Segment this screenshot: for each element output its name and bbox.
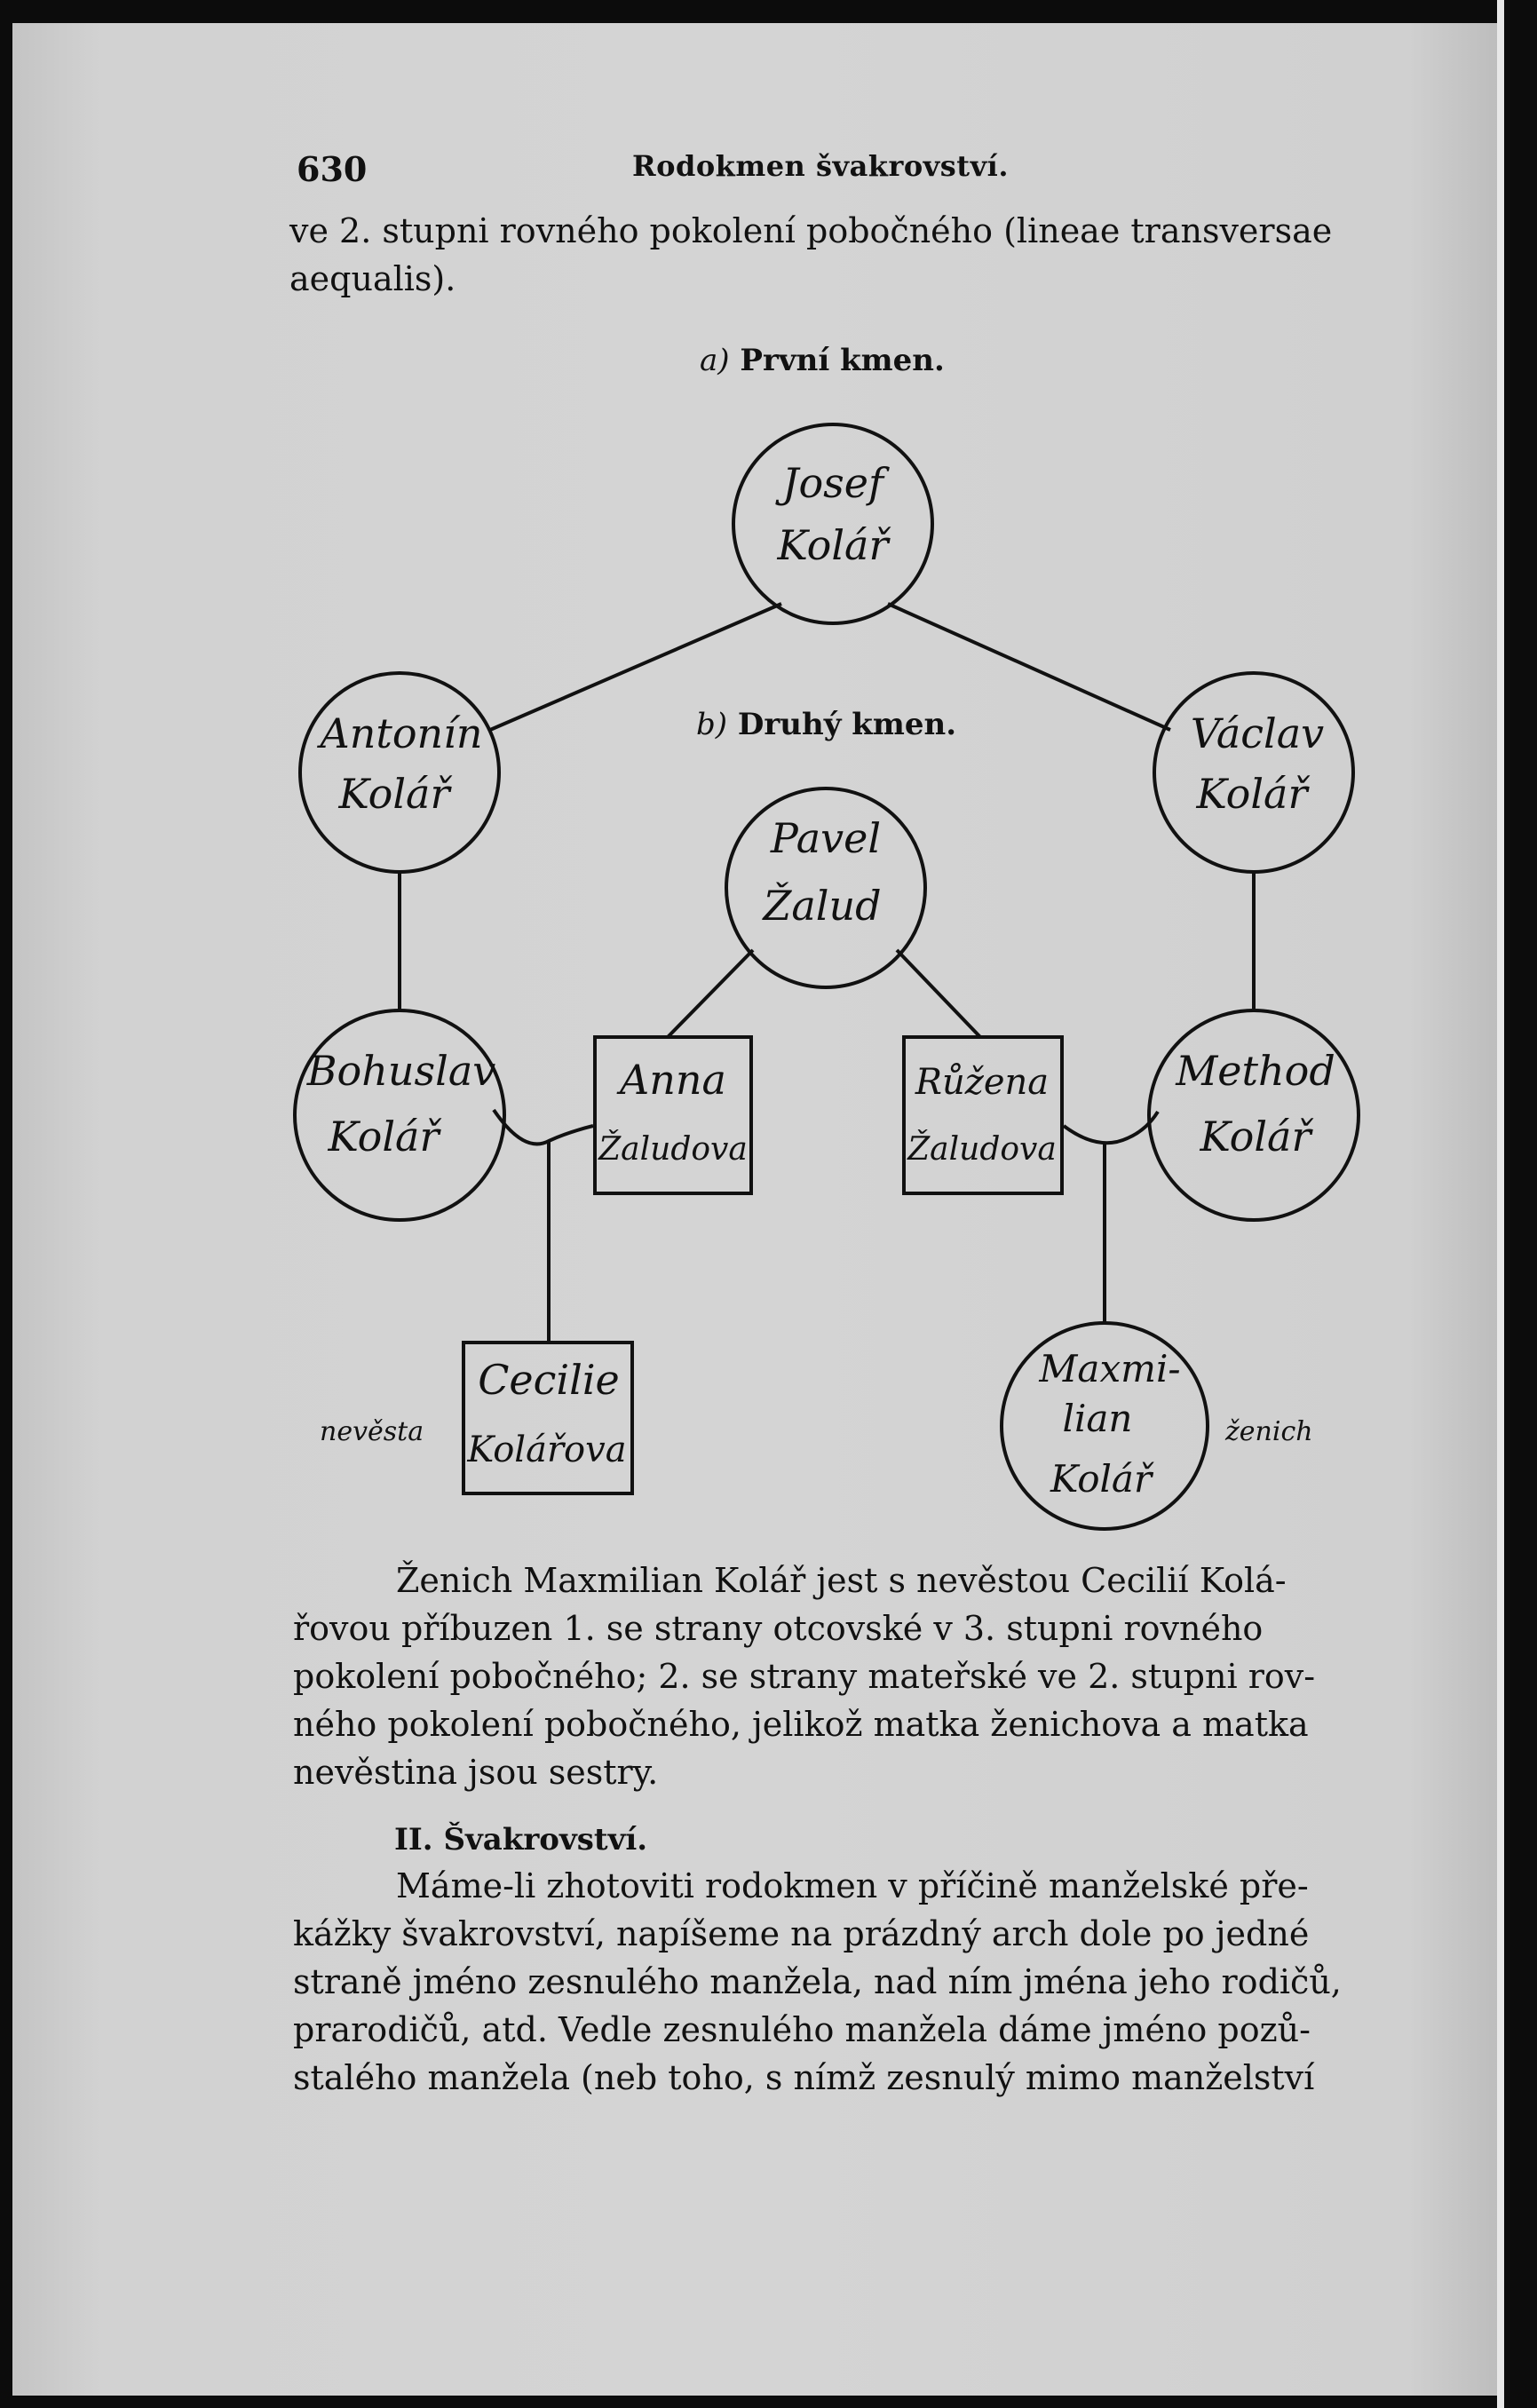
paragraph-line: stalého manžela (neb toho, s nímž zesnulý mimo manželství (293, 2058, 1315, 2097)
paragraph-line: Máme-li zhotoviti rodokmen v příčině manželské pře- (396, 1866, 1309, 1905)
node-label: Kolářova (467, 1430, 627, 1470)
node-label: Růžena (915, 1062, 1050, 1103)
paragraph-line: ného pokolení pobočného, jelikož matka ženichova a matka (293, 1705, 1309, 1744)
paragraph-line: straně jméno zesnulého manžela, nad ním jména jeho rodičů, (293, 1962, 1342, 2001)
node-label: Václav (1190, 709, 1325, 757)
paragraph-line: kážky švakrovství, napíšeme na prázdný arch dole po jedné (293, 1914, 1310, 1953)
caption-second-stem: b) Druhý kmen. (696, 707, 957, 742)
node-label: Kolář (1200, 1113, 1311, 1160)
node-label: Žaludova (907, 1131, 1057, 1168)
node-label: Pavel (770, 814, 882, 862)
edge-pavel-ruzena (897, 950, 980, 1037)
paragraph-line: řovou příbuzen 1. se strany otcovské v 3. stupni rovného (293, 1609, 1264, 1648)
node-label: Cecilie (478, 1356, 620, 1404)
running-head: Rodokmen švakrovství. (632, 149, 1009, 183)
node-label: Kolář (328, 1113, 440, 1160)
node-label: Antonín (320, 709, 483, 757)
section-heading: II. Švakrovství. (394, 1822, 648, 1857)
node-label: Kolář (1196, 770, 1308, 818)
node-label: lian (1062, 1397, 1133, 1440)
edge-pavel-anna (668, 950, 753, 1037)
node-ruzena (904, 1037, 1062, 1193)
node-label: Josef (782, 459, 883, 507)
node-label: Kolář (338, 770, 450, 818)
paragraph-line: pokolení pobočného; 2. se strany mateřské ve 2. stupni rov- (293, 1657, 1316, 1696)
label-zenich: ženich (1225, 1416, 1313, 1447)
paragraph-line: prarodičů, atd. Vedle zesnulého manžela dáme jméno pozů- (293, 2010, 1311, 2049)
node-label: Kolář (1050, 1457, 1153, 1501)
caption-first-stem: a) První kmen. (700, 343, 945, 378)
node-label: Anna (620, 1056, 726, 1104)
paragraph-line: nevěstina jsou sestry. (293, 1753, 659, 1792)
intro-line: aequalis). (289, 259, 456, 298)
node-label: Method (1176, 1047, 1335, 1095)
node-label: Kolář (777, 521, 889, 569)
node-label: Maxmi- (1039, 1347, 1181, 1390)
node-label: Bohuslav (306, 1047, 496, 1095)
label-nevesta: nevěsta (320, 1416, 424, 1447)
intro-line: ve 2. stupni rovného pokolení pobočného (lineae transversae (289, 211, 1333, 250)
node-label: Žalud (763, 882, 882, 930)
paragraph-line: Ženich Maxmilian Kolář jest s nevěstou Cecilií Kolá- (396, 1561, 1287, 1600)
node-label: Žaludova (598, 1131, 748, 1168)
marriage-ruzena-method (1064, 1112, 1158, 1143)
page-number: 630 (297, 149, 368, 189)
marriage-bohuslav-anna (494, 1110, 593, 1144)
